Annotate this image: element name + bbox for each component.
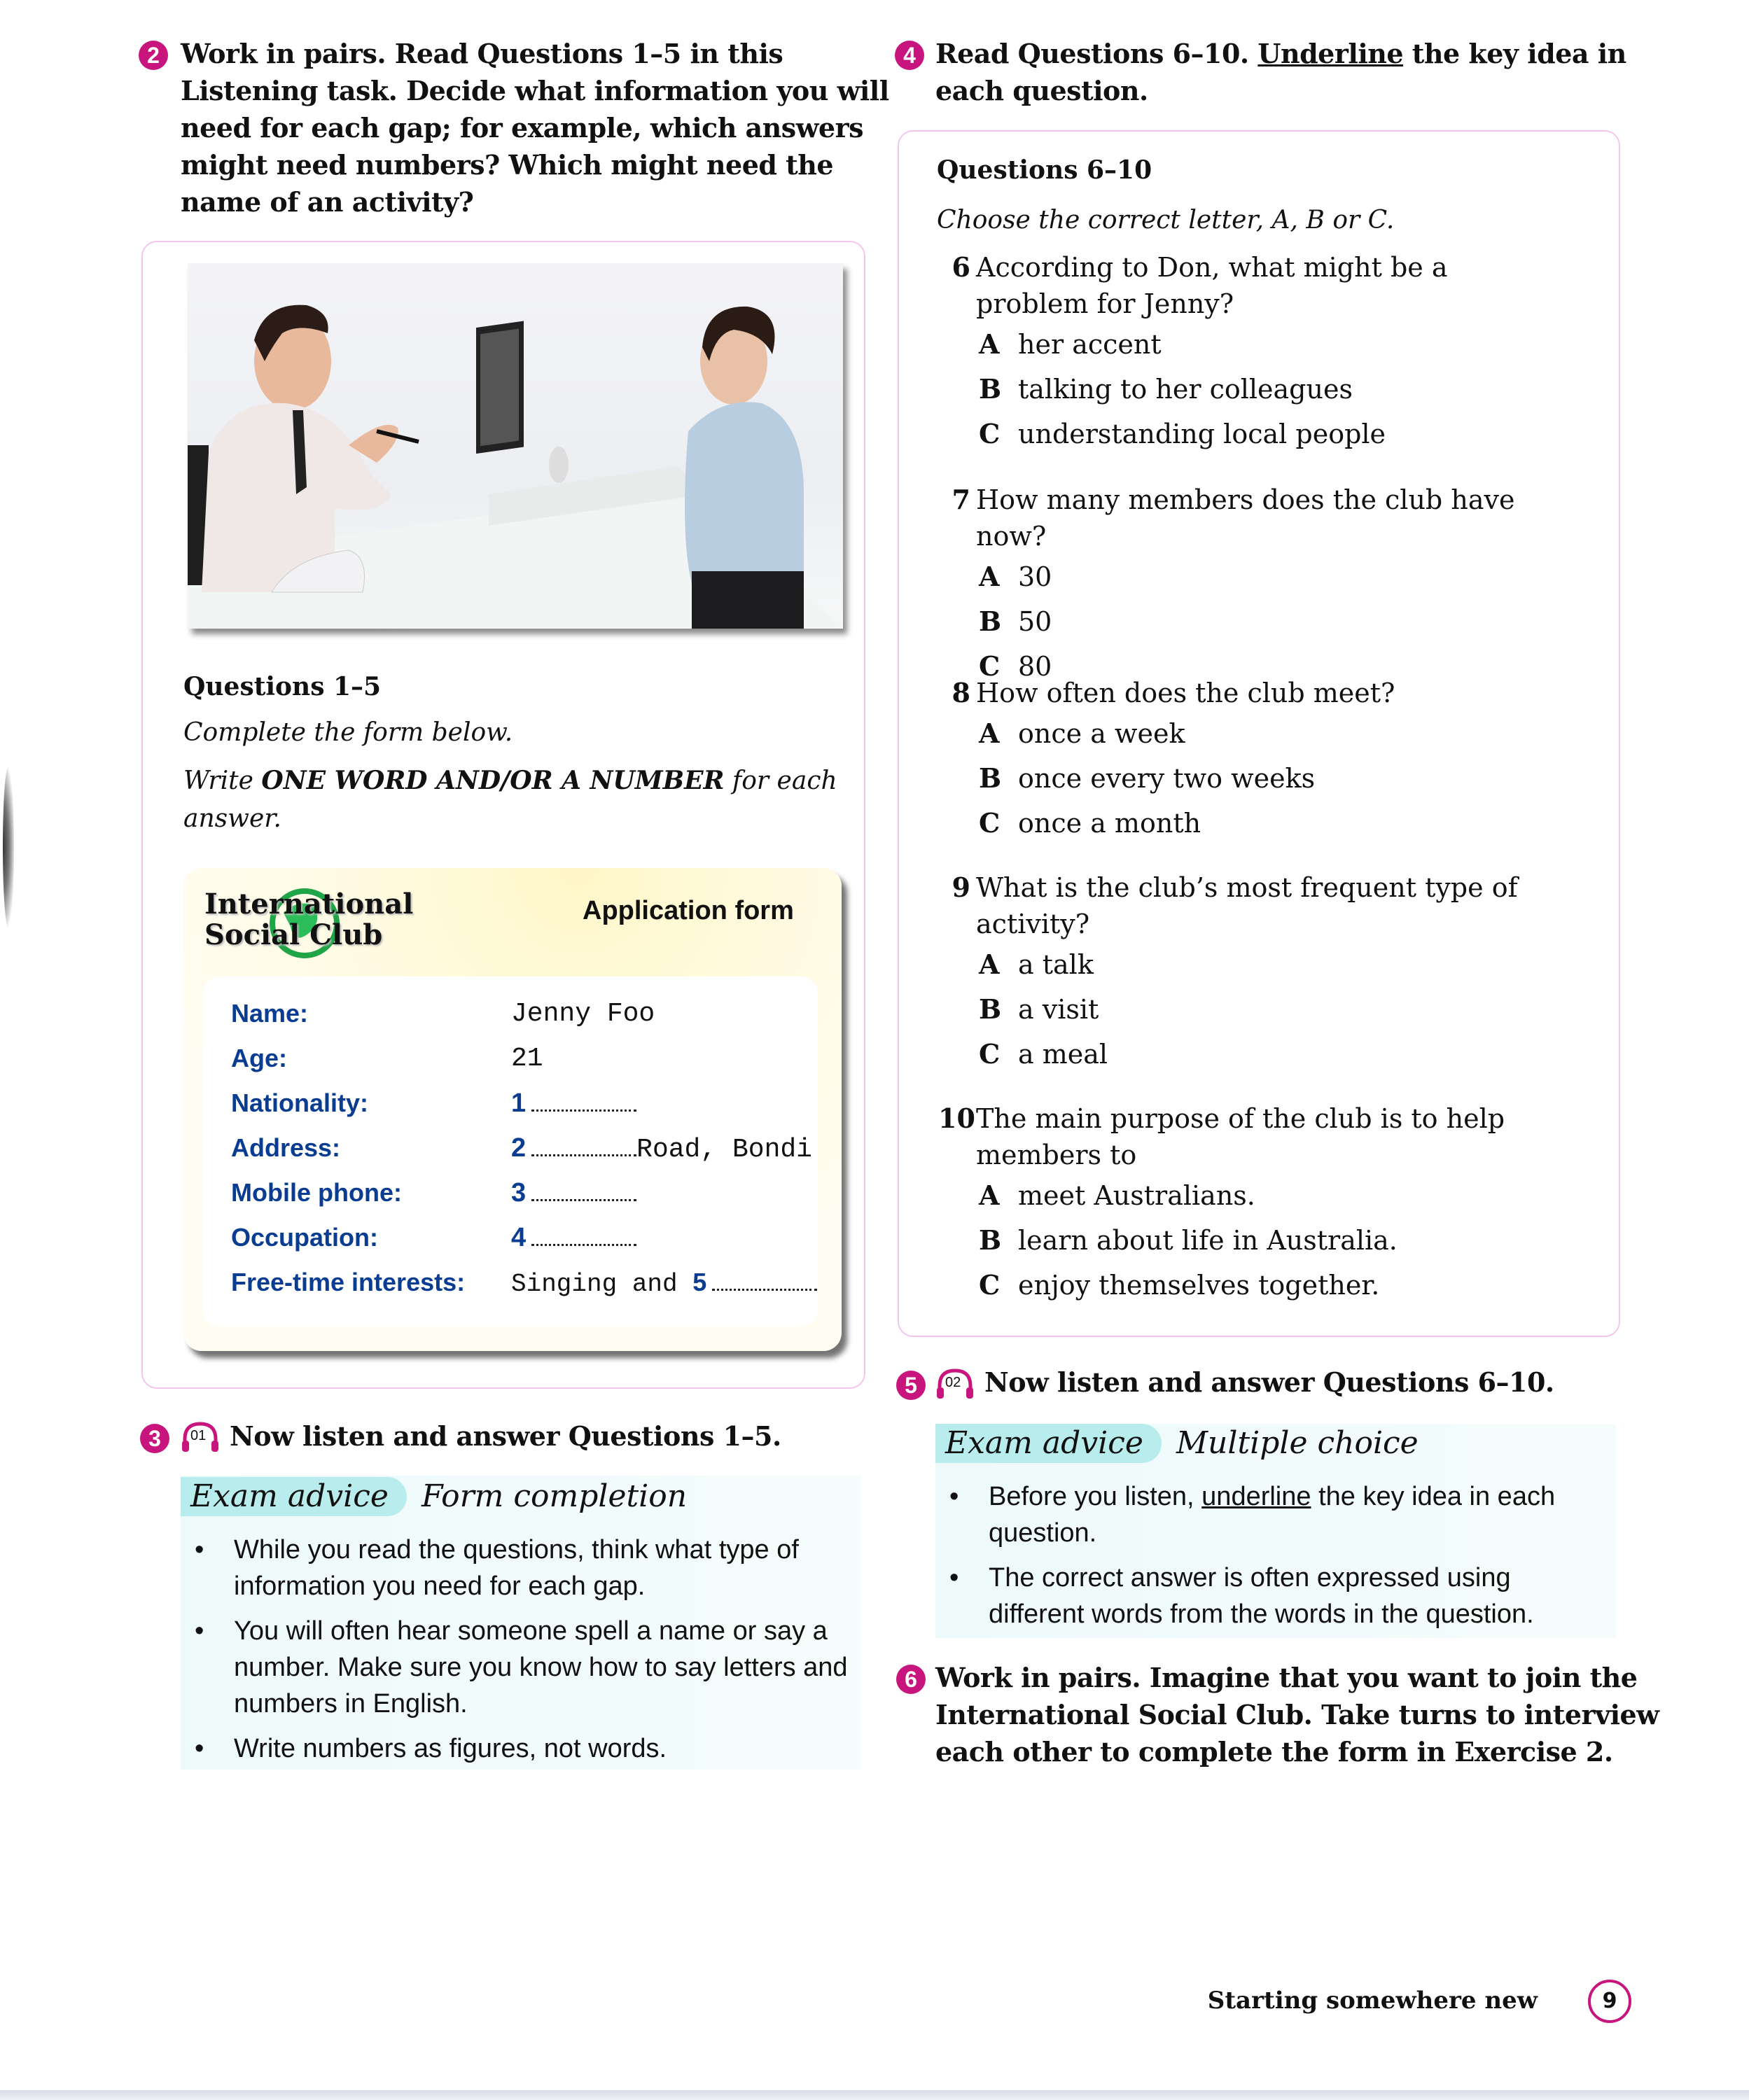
headphones-audio-icon[interactable] [181,1421,220,1453]
track-number: 02 [945,1375,961,1390]
option-letter: A [979,561,1000,592]
page-number: 9 [1588,1980,1631,2023]
option-c[interactable] [938,801,1554,846]
form-row-name [231,999,833,1041]
instruction-line: might need numbers? Which might need the [181,149,834,181]
exercise-number-badge [140,1424,169,1453]
advice-bullets [181,1532,853,1775]
advice-bullet: • While you read the questions, think what type of information you need for each gap. [181,1532,853,1604]
instruction-part: Read Questions 6–10. [935,38,1258,69]
bullet-part: the key idea in each question. [989,1482,1556,1548]
instruction-line [935,35,1626,72]
field-value [511,1223,636,1254]
underlined-word: Underline [1257,38,1404,69]
question-number: 7 [952,484,970,515]
option-text: her accent [1018,329,1162,360]
option-letter: B [979,606,1002,637]
option-text: learn about life in Australia. [1018,1225,1398,1256]
advice-bullets [935,1478,1608,1641]
option-text: once a month [1018,808,1201,839]
instruction-line: Work in pairs. Read Questions 1–5 in this [181,38,783,69]
field-value [511,1133,812,1165]
question-8 [938,675,1554,846]
field-value: 21 [511,1044,543,1074]
exercise-2-instruction [181,35,889,220]
option-a[interactable] [938,711,1554,756]
unit-title: Starting somewhere new [1207,1987,1538,2015]
option-a[interactable] [938,942,1554,987]
form-row-age [231,1044,833,1086]
field-prefix: Singing and [511,1270,693,1298]
field-label: Age: [231,1044,287,1072]
woman-trousers [692,571,804,629]
field-label: Mobile phone: [231,1178,402,1207]
option-b[interactable] [938,367,1554,412]
write-suffix-line2: answer. [183,804,281,833]
instruction-line: each question. [935,75,1148,106]
exercise-3-instruction: Now listen and answer Questions 1–5. [230,1420,781,1452]
question-stem [938,869,1554,942]
instruction-line: name of an activity? [181,186,474,218]
exercise-number: 3 [148,1426,161,1451]
form-row-interests [231,1268,833,1310]
option-letter: B [979,993,1002,1025]
question-text: The main purpose of the club is to help members to [976,1103,1505,1170]
monitor-screen [480,329,519,447]
option-text: talking to her colleagues [1018,374,1353,405]
club-logo [204,889,413,951]
option-b[interactable] [938,756,1554,801]
field-label: Address: [231,1133,341,1162]
option-letter: C [979,807,1001,839]
answer-gap-2[interactable] [531,1136,636,1156]
speaker [549,447,569,483]
advice-bullet [935,1478,1608,1551]
instruction-line: need for each gap; for example, which answers [181,112,863,144]
instruction-part: the key idea in [1403,38,1626,69]
option-b[interactable] [938,987,1554,1032]
gap-number: 2 [511,1133,527,1163]
question-stem [938,675,1554,711]
exercise-number-badge [896,1665,926,1694]
gap-number: 3 [511,1178,527,1208]
option-c[interactable] [938,1263,1554,1308]
exercise-number: 4 [903,43,916,68]
interview-photo [188,263,843,629]
write-prefix: Write [183,766,262,795]
field-label: Occupation: [231,1223,379,1252]
exam-advice-form-completion [181,1476,861,1770]
form-row-nationality [231,1088,833,1130]
question-stem [938,249,1554,322]
option-text: 80 [1018,651,1052,682]
question-text: How often does the club meet? [976,678,1395,708]
field-value [511,1178,636,1210]
exam-advice-tag: Exam advice [935,1424,1162,1463]
gap-number: 4 [511,1223,527,1252]
advice-bullet: • You will often hear someone spell a name or say a number. Make sure you know how to say letters and numbers in English. [181,1613,853,1722]
option-text: enjoy themselves together. [1018,1270,1380,1301]
answer-gap-3[interactable] [531,1181,636,1201]
field-suffix: Road, Bondi [636,1135,812,1165]
question-number: 8 [952,677,970,708]
option-letter: A [979,718,1000,749]
logo-line: International [204,888,414,920]
write-suffix: for each [724,766,837,795]
question-text: How many members does the club have now? [976,484,1515,552]
option-c[interactable] [938,1032,1554,1077]
track-number: 01 [190,1428,207,1443]
gap-number: 1 [511,1088,527,1118]
question-text: According to Don, what might be a problem for Jenny? [976,252,1448,319]
logo-line: Social Club [204,918,383,951]
exercise-4-instruction [935,35,1626,109]
exam-advice-multiple-choice [935,1424,1616,1638]
instruction-line: each other to complete the form in Exercise 2. [935,1736,1613,1768]
advice-bullet: • The correct answer is often expressed using different words from the words in the question. [935,1560,1608,1632]
field-value [511,1088,636,1120]
option-letter: C [979,650,1001,682]
option-text: once a week [1018,718,1185,749]
headphones-audio-icon[interactable] [935,1368,975,1400]
option-letter: B [979,762,1002,794]
application-form-card [183,868,842,1351]
option-text: 50 [1018,606,1052,637]
form-row-mobile [231,1178,833,1220]
form-fields [203,976,818,1326]
option-a[interactable] [938,1173,1554,1218]
option-text: 30 [1018,561,1052,592]
exam-advice-tag: Exam advice [181,1477,407,1516]
form-title: Application form [583,896,794,925]
advice-bullet: • Write numbers as figures, not words. [181,1730,853,1767]
option-letter: A [979,328,1000,360]
option-letter: C [979,418,1001,449]
form-row-address [231,1133,833,1175]
option-letter: B [979,373,1002,405]
option-text: a meal [1018,1039,1108,1070]
underlined-word: underline [1201,1482,1311,1511]
field-label: Free-time interests: [231,1268,466,1296]
field-label: Nationality: [231,1088,369,1117]
option-text: once every two weeks [1018,763,1316,794]
option-text: understanding local people [1018,419,1386,449]
exam-advice-title: Multiple choice [1176,1425,1419,1461]
questions-6-10-title: Questions 6–10 [937,155,1152,185]
option-b[interactable] [938,599,1554,644]
exercise-number: 6 [905,1667,917,1692]
instruction-line: Listening task. Decide what information you will [181,75,889,106]
option-c[interactable] [938,412,1554,456]
question-9 [938,869,1554,1077]
option-letter: A [979,948,1000,980]
exercise-number: 5 [905,1373,917,1398]
option-letter: A [979,1180,1000,1211]
option-letter: C [979,1269,1001,1301]
exercise-number-badge [895,41,924,70]
field-value: Jenny Foo [511,999,655,1029]
bullet-part: Before you listen, [989,1482,1202,1511]
option-a[interactable] [938,554,1554,599]
questions-1-5-title: Questions 1–5 [183,672,382,701]
book-spine-shadow [3,766,14,927]
option-letter: B [979,1224,1002,1256]
instruction-line: International Social Club. Take turns to interview [935,1699,1659,1730]
interview-illustration [188,263,843,629]
field-label: Name: [231,999,309,1028]
question-text: What is the club’s most frequent type of activity? [976,872,1518,939]
instruction-line: Work in pairs. Imagine that you want to join the [935,1662,1638,1693]
exercise-number: 2 [147,43,160,68]
question-7 [938,482,1554,689]
question-6 [938,249,1554,456]
field-value [511,1268,817,1298]
question-number: 9 [952,872,970,903]
question-stem [938,1100,1554,1173]
question-number: 6 [952,251,970,283]
question-number: 10 [938,1102,975,1134]
exercise-5-instruction: Now listen and answer Questions 6–10. [984,1366,1554,1398]
answer-gap-4[interactable] [531,1226,636,1246]
option-a[interactable] [938,322,1554,367]
choose-instruction: Choose the correct letter, A, B or C. [937,206,1395,234]
question-10 [938,1100,1554,1308]
exam-advice-title: Form completion [421,1478,688,1514]
option-b[interactable] [938,1218,1554,1263]
gap-number: 5 [692,1268,707,1296]
form-row-occupation [231,1223,833,1265]
page-edge [0,2090,1749,2100]
form-instruction: Complete the form below. [183,718,513,747]
answer-gap-5[interactable] [712,1270,817,1291]
question-stem [938,482,1554,554]
write-bold: ONE WORD AND/OR A NUMBER [261,766,725,795]
write-instruction [183,762,849,838]
answer-gap-1[interactable] [531,1091,636,1112]
option-text: a talk [1018,949,1094,980]
exercise-6-instruction [935,1659,1659,1770]
option-letter: C [979,1038,1001,1070]
option-text: meet Australians. [1018,1180,1255,1211]
exercise-number-badge [896,1371,926,1400]
option-text: a visit [1018,994,1099,1025]
exercise-number-badge [139,41,168,70]
